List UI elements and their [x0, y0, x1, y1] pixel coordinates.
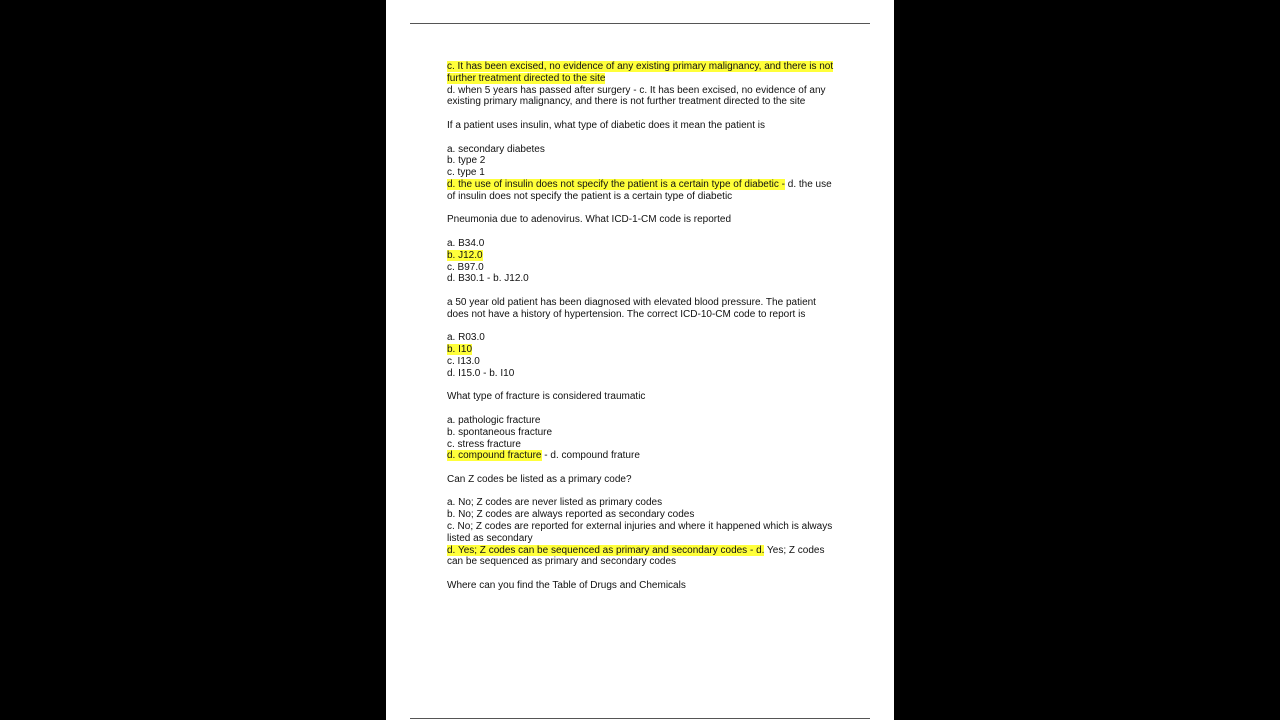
text-segment: d. I15.0 - b. I10 — [447, 367, 515, 379]
text-line — [447, 144, 847, 156]
text-segment: of insulin does not specify the patient is a certain type of diabetic — [447, 190, 733, 202]
text-line — [447, 85, 847, 97]
text-segment: What type of fracture is considered traumatic — [447, 391, 646, 403]
text-segment: d. when 5 years has passed after surgery - c. It has been excised, no evidence of any — [447, 84, 826, 96]
text-line — [447, 580, 847, 592]
text-segment: Yes; Z codes — [764, 544, 825, 556]
text-line — [447, 521, 847, 533]
text-line — [447, 427, 847, 439]
text-segment: c. type 1 — [447, 167, 485, 179]
text-line — [447, 120, 847, 132]
text-line — [447, 356, 847, 368]
highlighted-answer: d. compound fracture — [447, 450, 542, 462]
answer-options — [447, 238, 847, 285]
answer-options — [447, 144, 847, 203]
highlighted-answer: further treatment directed to the site — [447, 72, 606, 84]
highlighted-answer: d. Yes; Z codes can be sequenced as primary and secondary codes - d. — [447, 544, 765, 556]
text-line — [447, 391, 847, 403]
answer-options — [447, 497, 847, 568]
document-page — [386, 0, 894, 720]
text-segment: a. R03.0 — [447, 332, 485, 344]
text-segment: Can Z codes be listed as a primary code? — [447, 473, 632, 485]
question-block — [447, 214, 847, 226]
text-segment: does not have a history of hypertension. The correct ICD-10-CM code to report is — [447, 308, 806, 320]
text-line — [447, 344, 847, 356]
text-segment: b. type 2 — [447, 155, 486, 167]
text-segment: a 50 year old patient has been diagnosed with elevated blood pressure. The patient — [447, 296, 816, 308]
text-segment: a. secondary diabetes — [447, 143, 545, 155]
text-line — [447, 415, 847, 427]
text-line — [447, 262, 847, 274]
text-segment: c. No; Z codes are reported for external injuries and where it happened which is always — [447, 521, 833, 533]
text-line — [447, 474, 847, 486]
text-segment: Where can you find the Table of Drugs and Chemicals — [447, 580, 686, 592]
text-line — [447, 309, 847, 321]
text-segment: a. B34.0 — [447, 237, 485, 249]
document-content — [447, 61, 847, 604]
text-segment: d. B30.1 - b. J12.0 — [447, 273, 529, 285]
text-line — [447, 450, 847, 462]
highlighted-answer: d. the use of insulin does not specify the patient is a certain type of diabetic - — [447, 178, 785, 190]
text-line — [447, 73, 847, 85]
text-line — [447, 297, 847, 309]
text-line — [447, 273, 847, 285]
text-segment: d. the use — [784, 178, 832, 190]
text-line — [447, 545, 847, 557]
text-segment: b. No; Z codes are always reported as secondary codes — [447, 509, 695, 521]
text-segment: a. No; Z codes are never listed as primary codes — [447, 497, 663, 509]
text-line — [447, 96, 847, 108]
text-line — [447, 238, 847, 250]
answer-options — [447, 415, 847, 462]
highlighted-answer: c. It has been excised, no evidence of any existing primary malignancy, and there is not — [447, 61, 834, 72]
text-line — [447, 533, 847, 545]
text-segment: a. pathologic fracture — [447, 414, 541, 426]
text-line — [447, 556, 847, 568]
question-block — [447, 474, 847, 486]
text-segment: - d. compound frature — [541, 450, 640, 462]
text-segment: If a patient uses insulin, what type of diabetic does it mean the patient is — [447, 119, 765, 131]
text-segment: b. spontaneous fracture — [447, 426, 553, 438]
text-line — [447, 332, 847, 344]
header-rule — [410, 23, 870, 24]
question-block — [447, 120, 847, 132]
text-line — [447, 155, 847, 167]
question-block — [447, 297, 847, 321]
highlighted-answer: b. J12.0 — [447, 249, 483, 261]
text-segment: c. I13.0 — [447, 355, 480, 367]
text-segment: existing primary malignancy, and there is not further treatment directed to the site — [447, 96, 806, 108]
text-segment: can be sequenced as primary and secondary codes — [447, 556, 677, 568]
text-line — [447, 191, 847, 203]
text-segment: Pneumonia due to adenovirus. What ICD-1-CM code is reported — [447, 214, 732, 226]
question-block — [447, 61, 847, 108]
text-segment: listed as secondary — [447, 532, 533, 544]
text-line — [447, 250, 847, 262]
question-block — [447, 391, 847, 403]
text-line — [447, 214, 847, 226]
text-segment: c. stress fracture — [447, 438, 521, 450]
text-segment: c. B97.0 — [447, 261, 484, 273]
text-line — [447, 61, 847, 73]
text-line — [447, 509, 847, 521]
question-block — [447, 580, 847, 592]
text-line — [447, 439, 847, 451]
text-line — [447, 368, 847, 380]
footer-rule — [410, 718, 870, 719]
text-line — [447, 497, 847, 509]
text-line — [447, 179, 847, 191]
text-line — [447, 167, 847, 179]
answer-options — [447, 332, 847, 379]
highlighted-answer: b. I10 — [447, 344, 473, 356]
